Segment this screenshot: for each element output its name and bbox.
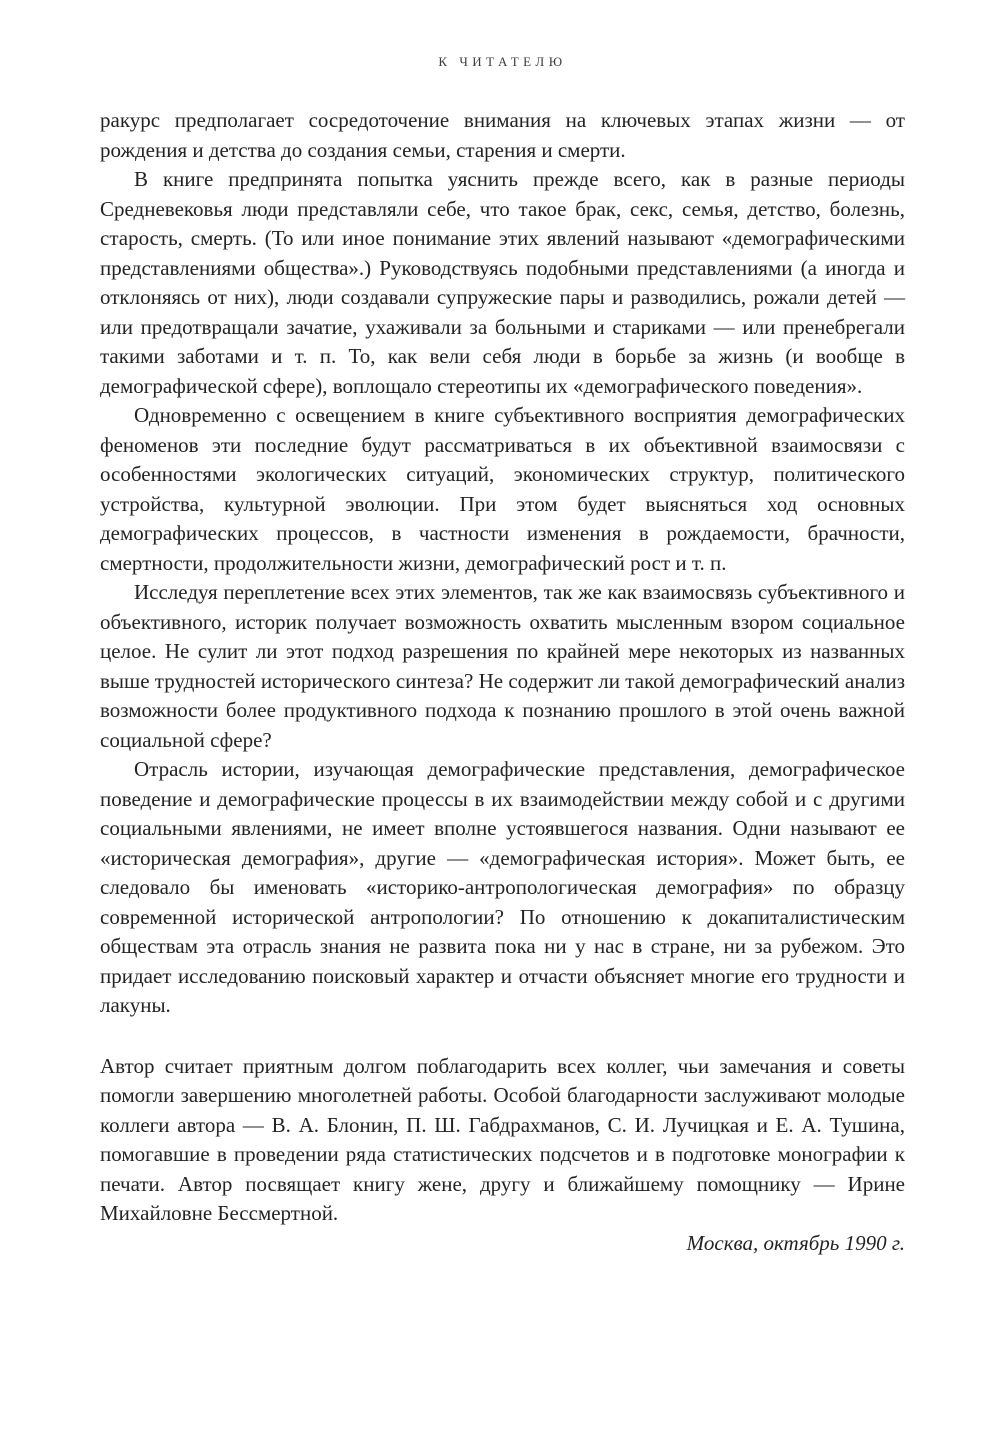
paragraph-continuation: ракурс предполагает сосредоточение внимания на ключевых этапах жизни — от рождения и детства до создания семьи, старения и смерти. (100, 108, 905, 162)
body-text (100, 106, 905, 1258)
paragraph: Одновременно с освещением в книге субъективного восприятия демографических феноменов эти последние будут рассматриваться в их объективной взаимосвязи с особенностями экологических ситуаций, экономических структур, политического устройства, культурной эволюции. При этом будет выясняться ход основных демографических процессов, в частности изменения в рождаемости, брачности, смертности, продолжительности жизни, демографический рост и т. п. (100, 403, 905, 575)
acknowledgment-paragraph: Автор считает приятным долгом поблагодарить всех коллег, чьи замечания и советы помогли завершению многолетней работы. Особой благодарности заслуживают молодые коллеги автора — В. А. Блонин, П. Ш. Габдрахманов, С. И. Лучицкая и Е. А. Тушина, помогавшие в проведении ряда статистических подсчетов и в подготовке монографии к печати. Автор посвящает книгу жене, другу и ближайшему помощнику — Ирине Михайловне Бессмертной. (100, 1053, 905, 1225)
running-head: К ЧИТАТЕЛЮ (438, 54, 567, 69)
paragraph: В книге предпринята попытка уяснить прежде всего, как в разные периоды Средневековья люди представляли себе, что такое брак, секс, семья, детство, болезнь, старость, смерть. (То или иное понимание этих явлений называют «демографическими представлениями общества».) Руководствуясь подобными представлениями (а иногда и отклоняясь от них), люди создавали супружеские пары и разводились, рожали детей — или предотвращали зачатие, ухаживали за больными и стариками — или пренебрегали такими заботами и т. п. То, как вели себя люди в борьбе за жизнь (и вообще в демографической сфере), воплощало стереотипы их «демографического поведения». (100, 167, 905, 398)
paragraph: Отрасль истории, изучающая демографические представления, демографическое поведение и демографические процессы в их взаимодействии между собой и с другими социальными явлениями, не имеет вполне устоявшегося названия. Одни называют ее «историческая демография», другие — «демографическая история». Может быть, ее следовало бы именовать «историко-антропологическая демография» по образцу современной исторической антропологии? По отношению к докапиталистическим обществам эта отрасль знания не развита пока ни у нас в стране, ни за рубежом. Это придает исследованию поисковый характер и отчасти объясняет многие его трудности и лакуны. (100, 757, 905, 1017)
dateline: Москва, октябрь 1990 г. (686, 1230, 905, 1255)
paragraph: Исследуя переплетение всех этих элементов, так же как взаимосвязь субъективного и объективного, историк получает возможность охватить мысленным взором социальное целое. Не сулит ли этот подход разрешения по крайней мере некоторых из названных выше трудностей исторического синтеза? Не содержит ли такой демографический анализ возможности более продуктивного подхода к познанию прошлого в этой очень важной социальной сфере? (100, 580, 905, 752)
